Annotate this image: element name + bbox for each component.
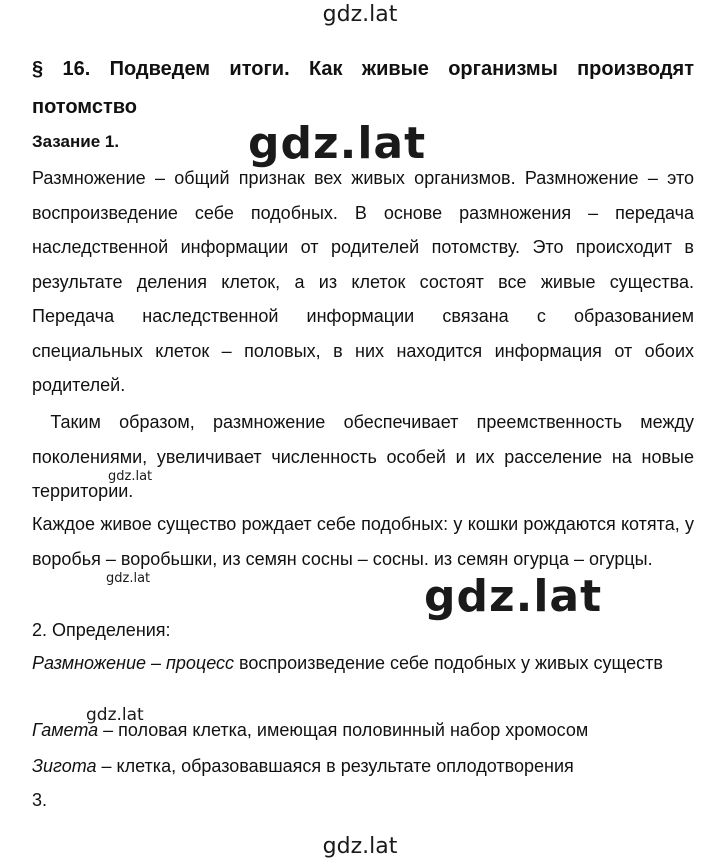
paragraph-2 bbox=[32, 405, 694, 509]
watermark-top: gdz.lat bbox=[322, 2, 398, 27]
definition-zygote bbox=[32, 749, 694, 783]
watermark-large: gdz.lat bbox=[424, 571, 603, 622]
task-label: Зазание 1. bbox=[32, 132, 120, 151]
definition-text: воспроизведение себе подобных у живых существ bbox=[234, 653, 663, 673]
paragraph-2-text: Таким образом, размножение обеспечивает преемственность между поколениями, увеличивает численность особей и их расселение на новые территории. bbox=[32, 412, 694, 501]
watermark-large: gdz.lat bbox=[248, 118, 427, 169]
definition-term: Размножение – процесс bbox=[32, 653, 235, 673]
watermark-bottom: gdz.lat bbox=[322, 834, 398, 859]
watermark-small: gdz.lat bbox=[106, 571, 151, 586]
definition-term: Зигота bbox=[32, 756, 97, 776]
definition-text: – половая клетка, имеющая половинный набор хромосом bbox=[98, 720, 589, 740]
paragraph-1: Размножение – общий признак вех живых организмов. Размножение – это воспроизведение себе подобных. В основе размножения – передача наследственной информации от родителей потомству. Это происходит в результате деления клеток, а из клеток состоят все живые существа. Передача наследственной информации связана с образованием специальных клеток – половых, в них находится информация от обоих родителей. bbox=[32, 168, 694, 395]
watermark-small: gdz.lat bbox=[108, 469, 153, 484]
task-3-label: 3. bbox=[32, 790, 48, 810]
definition-term: Гамета bbox=[32, 720, 99, 740]
definition-reproduction bbox=[32, 646, 694, 680]
definitions-label: 2. Определения: bbox=[32, 620, 171, 640]
section-heading: § 16. Подведем итоги. Как живые организмы производят потомство bbox=[32, 58, 694, 118]
definition-text: – клетка, образовавшаяся в результате оплодотворения bbox=[96, 756, 574, 776]
watermark-small: gdz.lat bbox=[86, 705, 144, 725]
paragraph-3: Каждое живое существо рождает себе подобных: у кошки рождаются котята, у воробья – воробьшки, из семян сосны – сосны. из семян огурца – огурцы. bbox=[32, 514, 694, 569]
